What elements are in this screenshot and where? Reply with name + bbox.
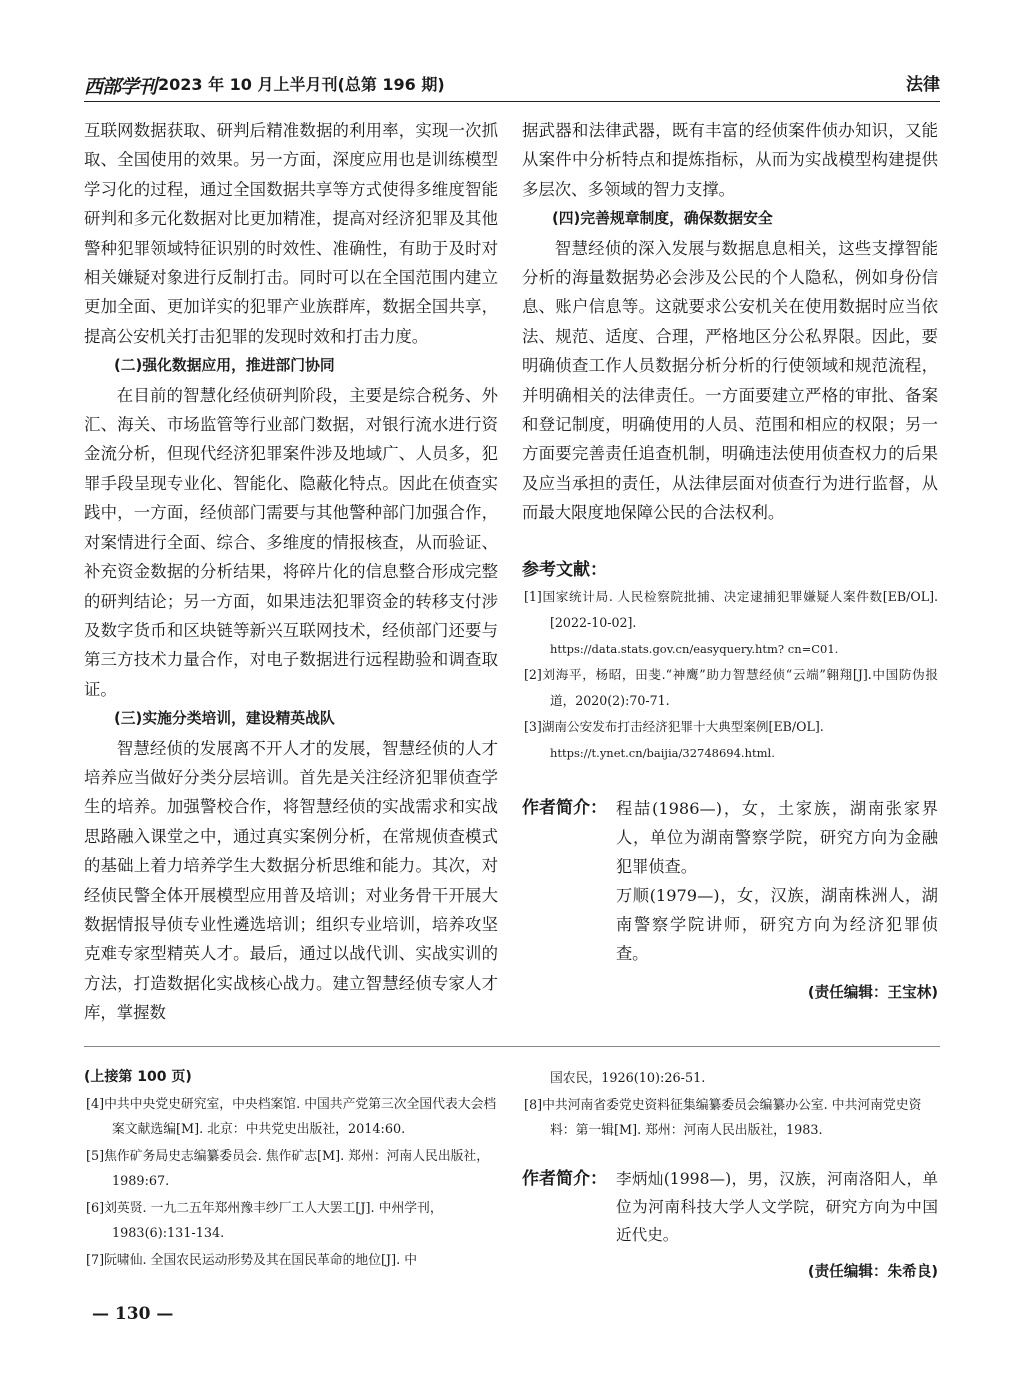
issue-info: 2023 年 10 月上半月刊(总第 196 期) — [158, 75, 445, 94]
continued-left-column — [84, 1064, 498, 1273]
author-bio-label: 作者简介： — [522, 797, 607, 818]
left-column — [84, 116, 498, 1028]
journal-logo: 西部学刊 — [84, 76, 157, 98]
header-rule — [84, 101, 940, 102]
reference-item: [4]中共中央党史研究室，中央档案馆. 中国共产党第三次全国代表大会档案文献选编[M]. 北京：中共党史出版社，2014:60. — [86, 1097, 497, 1137]
author-bio-text: 万顺(1979—)，女，汉族，湖南株洲人，湖南警察学院讲师，研究方向为经济犯罪侦查。 — [616, 885, 938, 963]
section-divider — [84, 1046, 940, 1047]
reference-text: [2]刘海平，杨昭，田斐.“神鹰”助力智慧经侦“云端”翱翔[J].中国防伪报道，2020(2):70-71. — [524, 666, 938, 708]
author-bio — [522, 1165, 938, 1249]
section-label: 法律 — [906, 75, 940, 95]
paragraph: 据武器和法律武器，既有丰富的经侦案件侦办知识，又能从案件中分析特点和提炼指标，从而为实战模型构建提供多层次、多领域的智力支撑。 — [522, 121, 938, 199]
section-heading: (三)实施分类培训，建设精英战队 — [114, 710, 335, 728]
continued-right-column — [522, 1064, 938, 1284]
reference-item — [522, 714, 938, 766]
reference-item: [6]刘英贤. 一九二五年郑州豫丰纱厂工人大罢工[J]. 中州学刊，1983(6):131-134. — [86, 1201, 443, 1241]
author-bio-label: 作者简介： — [522, 1169, 607, 1189]
right-column — [522, 116, 938, 1007]
responsible-editor: (责任编辑：王宝林) — [807, 983, 938, 1001]
page-number: — 130 — — [92, 1304, 174, 1324]
paragraph: 互联网数据获取、研判后精准数据的利用率，实现一次抓取、全国使用的效果。另一方面，深度应用也是训练模型学习化的过程，通过全国数据共享等方式使得多维度智能研判和多元化数据对比更加精准，提高对经济犯罪及其他警种犯罪领域特征识别的时效性、准确性，有助于及时对相关嫌疑对象进行反制打击。同时可以在全国范围内建立更加全面、更加详实的犯罪产业族群库，数据全国共享，提高公安机关打击犯罪的发现时效和打击力度。 — [84, 121, 498, 346]
reference-item — [522, 584, 938, 662]
reference-item: [5]焦作矿务局史志编纂委员会. 焦作矿志[M]. 郑州：河南人民出版社，1989:67. — [86, 1149, 490, 1189]
reference-url: https://t.ynet.cn/baijia/32748694.html. — [550, 745, 775, 760]
paragraph: 在目前的智慧化经侦研判阶段，主要是综合税务、外汇、海关、市场监管等行业部门数据，对银行流水进行资金流分析，但现代经济犯罪案件涉及地域广、人员多，犯罪手段呈现专业化、智能化、隐蔽化特点。因此在侦查实践中，一方面，经侦部门需要与其他警种部门加强合作，对案情进行全面、综合、多维度的情报核查，从而验证、补充资金数据的分析结果，将碎片化的信息整合形成完整的研判结论；另一方面，如果违法犯罪资金的转移支付涉及数字货币和区块链等新兴互联网技术，经侦部门还要与第三方技术力量合作，对电子数据进行远程勘验和调查取证。 — [84, 385, 498, 699]
reference-text: [1]国家统计局. 人民检察院批捕、决定逮捕犯罪嫌疑人案件数[EB/OL].[2022-10-02]. — [524, 588, 938, 630]
reference-text: [3]湖南公安发布打击经济犯罪十大典型案例[EB/OL]. — [524, 718, 824, 734]
continued-from-label: (上接第 100 页) — [84, 1069, 192, 1085]
reference-item: [7]阮啸仙. 全国农民运动形势及其在国民革命的地位[J]. 中 — [86, 1253, 418, 1268]
reference-item — [522, 662, 938, 714]
reference-continuation: 国农民，1926(10):26-51. — [550, 1071, 706, 1086]
responsible-editor: (责任编辑：朱希良) — [807, 1263, 938, 1280]
author-bio — [522, 794, 938, 968]
section-heading: (二)强化数据应用，推进部门协同 — [114, 357, 335, 375]
references-heading: 参考文献： — [522, 559, 607, 580]
paragraph: 智慧经侦的深入发展与数据息息相关，这些支撑智能分析的海量数据势必会涉及公民的个人隐私，例如身份信息、账户信息等。这就要求公安机关在使用数据时应当依法、规范、适度、合理，严格地区分公私界限。因此，要明确侦查工作人员数据分析分析的行使领域和规范流程，并明确相关的法律责任。一方面要建立严格的审批、备案和登记制度，明确使用的人员、范围和相应的权限；另一方面要完善责任追查机制，明确违法使用侦查权力的后果及应当承担的责任，从法律层面对侦查行为进行监督，从而最大限度地保障公民的合法权利。 — [522, 238, 938, 523]
section-heading: (四)完善规章制度，确保数据安全 — [552, 210, 773, 228]
paragraph: 智慧经侦的发展离不开人才的发展，智慧经侦的人才培养应当做好分类分层培训。首先是关注经济犯罪侦查学生的培养。加强警校合作，将智慧经侦的实战需求和实战思路融入课堂之中，通过真实案例分析，在常规侦查模式的基础上着力培养学生大数据分析思维和能力。其次，对经侦民警全体开展模型应用普及培训；对业务骨干开展大数据情报导侦专业性遴选培训；组织专业培训，培养攻坚克难专家型精英人才。最后，通过以战代训、实战实训的方法，打造数据化实战核心战力。建立智慧经侦专家人才库，掌握数 — [84, 738, 498, 1023]
author-bio-text: 程喆(1986—)，女，土家族，湖南张家界人，单位为湖南警察学院，研究方向为金融犯罪侦查。 — [616, 798, 938, 876]
running-header — [84, 70, 940, 100]
reference-item: [8]中共河南省委党史资料征集编纂委员会编纂办公室. 中共河南党史资料：第一辑[M]. 郑州：河南人民出版社，1983. — [524, 1098, 922, 1138]
author-bio-text: 李炳灿(1998—)，男，汉族，河南洛阳人，单位为河南科技大学人文学院，研究方向为中国近代史。 — [616, 1170, 938, 1244]
reference-url: https://data.stats.gov.cn/easyquery.htm? cn=C01. — [550, 641, 839, 656]
